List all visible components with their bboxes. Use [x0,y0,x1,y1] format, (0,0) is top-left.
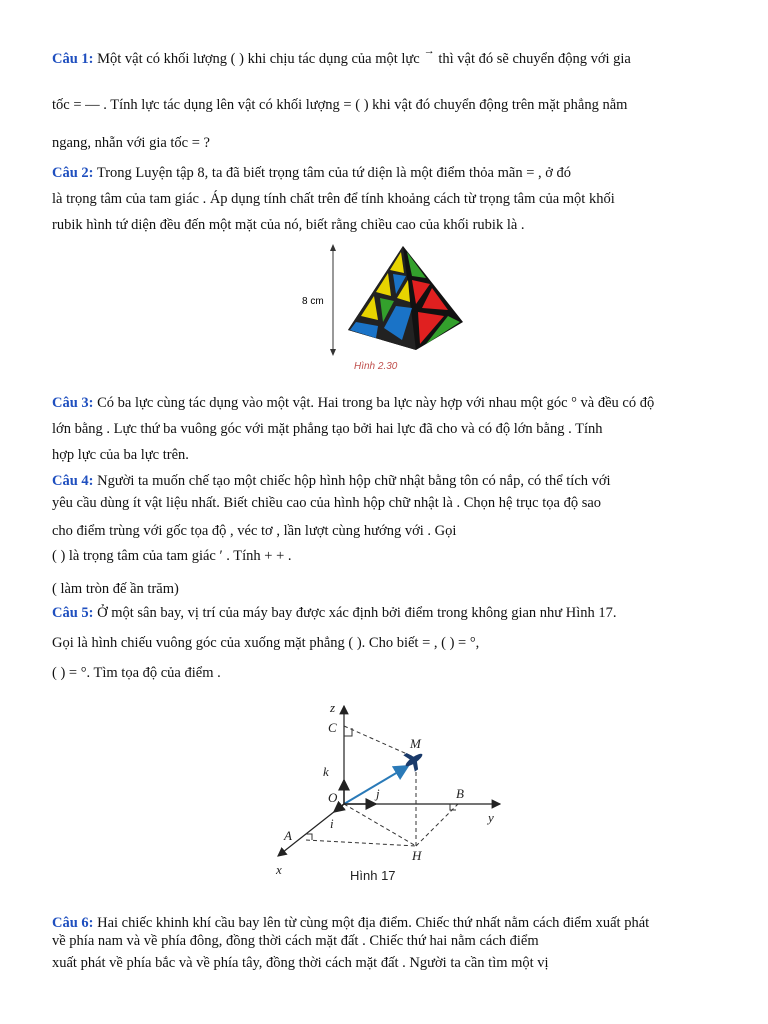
q2-label: Câu 2: [52,165,94,181]
q3-text-3: hợp lực của ba lực trên. [52,447,189,463]
q1-text-1b: thì vật đó sẽ chuyển động với gia [434,51,631,67]
q3-line-2 [52,420,728,438]
q6-text-2: về phía nam và về phía đông, đồng thời cách mặt đất . Chiếc thứ hai nằm cách điểm [52,933,539,949]
q6-text-3: xuất phát về phía bắc và về phía tây, đồng thời cách mặt đất . Người ta cần tìm một vị [52,955,549,971]
q4-text-2: yêu cầu dùng ít vật liệu nhất. Biết chiều cao của hình hộp chữ nhật là . Chọn hệ trục tọa độ sao [52,495,602,511]
q6-line-1 [52,914,728,932]
q4-line-2 [52,494,728,512]
q1-line-3 [52,134,728,152]
q5-line-2 [52,634,728,652]
vector-j-label: j [376,786,380,801]
axis-z-label: z [330,700,336,715]
q1-text-3: ngang, nhẵn với gia tốc = ? [52,135,210,151]
q1-line-2 [52,96,728,114]
q4-text-5: ( làm tròn đế ần trăm) [52,581,179,597]
q5-label: Câu 5: [52,605,94,621]
q5-line-3 [52,664,728,682]
point-M-label: M [410,736,421,751]
q5-line-1 [52,604,728,622]
q1-label: Câu 1: [52,51,94,67]
q2-line-1 [52,164,728,182]
q3-text-2: lớn bằng . Lực thứ ba vuông góc với mặt phẳng tạo bởi hai lực đã cho và có độ lớn bằng . Tính [52,421,603,437]
axis-x-label: x [276,862,282,877]
figure-17-caption: Hình 17 [350,868,396,883]
q2-text-3: rubik hình tứ diện đều đến một mặt của nó, biết rằng chiều cao của khối rubik là . [52,217,525,233]
origin-O-label: O [328,790,338,805]
q5-text-3: ( ) = °. Tìm tọa độ của điểm . [52,665,221,681]
q3-line-3 [52,446,728,464]
q2-line-3 [52,216,728,234]
q4-line-1 [52,472,728,490]
point-B-label: B [456,786,464,801]
rubik-pyramid-figure [298,240,468,375]
coordinate-system-figure [268,698,518,888]
q5-text-1: Ở một sân bay, vị trí của máy bay được xác định bởi điểm trong không gian như Hình 17. [93,605,617,621]
q4-text-4: ( ) là trọng tâm của tam giác ′ . Tính + + . [52,548,292,564]
q1-text-1a: Một vật có khối lượng ( ) khi chịu tác dụng của một lực [93,51,420,67]
vector-k-label: k [323,764,329,779]
q1-line-1 [52,45,728,69]
q2-line-2 [52,190,728,208]
q4-line-3 [52,522,728,540]
rubik-caption: Hình 2.30 [354,361,398,372]
point-A-label: A [284,828,292,843]
q4-line-5 [52,580,728,598]
q4-text-3: cho điểm trùng với gốc tọa độ , véc tơ , lần lượt cùng hướng với . Gọi [52,523,457,539]
q6-label: Câu 6: [52,915,94,931]
height-label: 8 cm [302,296,324,307]
q3-label: Câu 3: [52,395,94,411]
q4-label: Câu 4: [52,473,94,489]
vector-i-label: i [330,816,334,831]
q3-text-1: Có ba lực cùng tác dụng vào một vật. Hai trong ba lực này hợp với nhau một góc ° và đều có độ [93,395,655,411]
q4-line-4 [52,547,728,565]
point-C-label: C [328,720,337,735]
point-H-label: H [412,848,422,863]
q6-text-1: Hai chiếc khinh khí cầu bay lên từ cùng một địa điểm. Chiếc thứ nhất nằm cách điểm xuất phát [93,915,650,931]
axis-y-label: y [488,810,494,825]
q2-text-1: Trong Luyện tập 8, ta đã biết trọng tâm của tứ diện là một điểm thỏa mãn = , ở đó [93,165,572,181]
vector-arrow-icon: → [423,45,435,57]
q3-line-1 [52,394,728,412]
q1-text-2: tốc = — . Tính lực tác dụng lên vật có khối lượng = ( ) khi vật đó chuyển động trên mặt phẳng nằm [52,97,628,113]
q4-text-1: Người ta muốn chế tạo một chiếc hộp hình hộp chữ nhật bằng tôn có nắp, có thể tích với [93,473,611,489]
q2-text-2: là trọng tâm của tam giác . Áp dụng tính chất trên để tính khoảng cách từ trọng tâm của một khối [52,191,615,207]
q5-text-2: Gọi là hình chiếu vuông góc của xuống mặt phẳng ( ). Cho biết = , ( ) = °, [52,635,480,651]
q6-line-3 [52,954,728,972]
q6-line-2 [52,932,728,950]
